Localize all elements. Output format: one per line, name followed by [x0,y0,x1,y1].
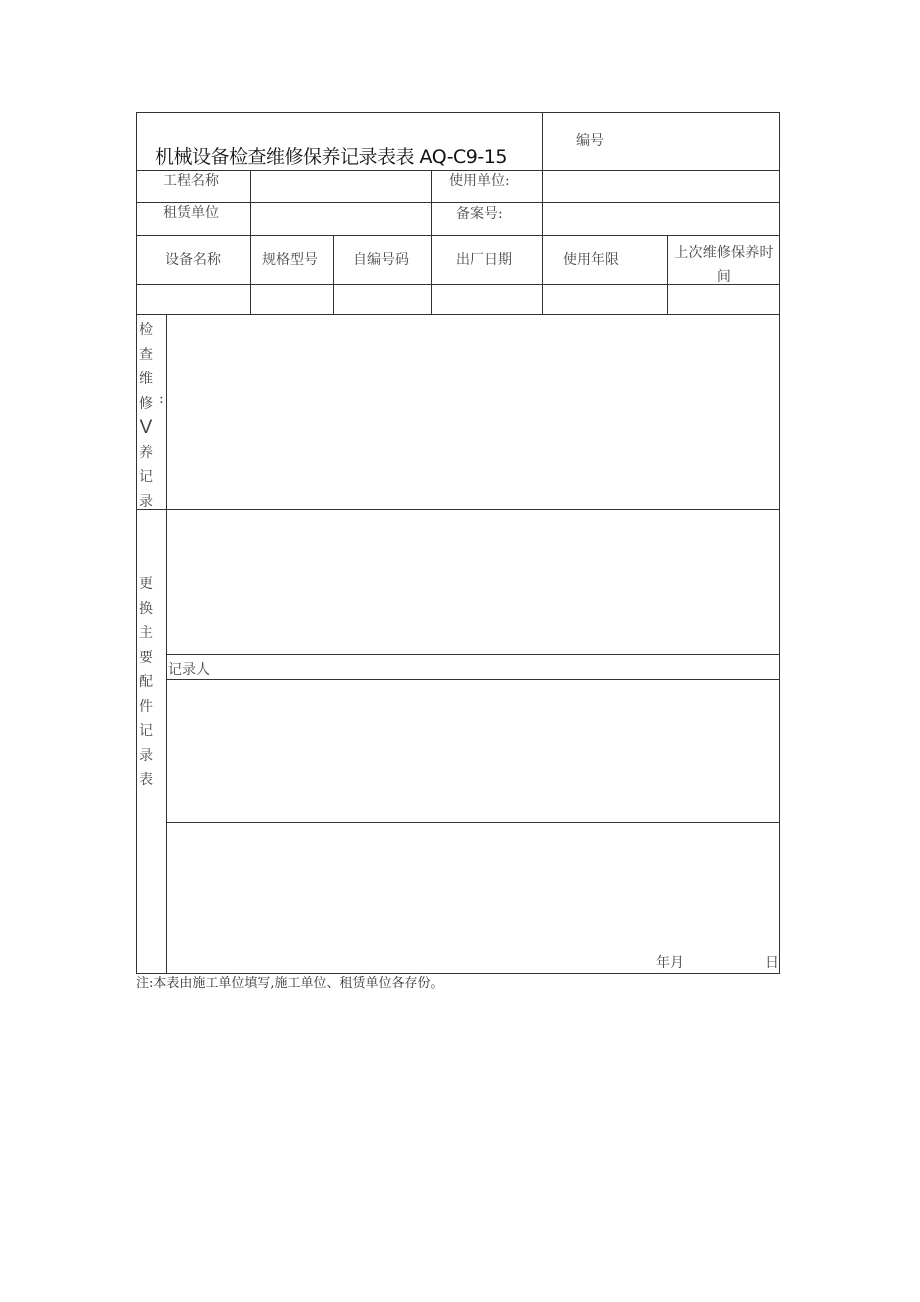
parts-replacement-label [137,572,155,793]
col-header-serial-number: 自编号码 [353,252,409,268]
parts-label-char: 表 [139,772,153,788]
number-label: 编号 [576,133,604,149]
parts-label-char: 换 [139,600,153,617]
inspection-label-char: 记 [139,469,153,485]
parts-label-char: 更 [139,576,153,592]
manufacture-date-cell[interactable] [432,285,542,314]
signature-field[interactable] [168,823,779,973]
project-name-label: 工程名称 [163,173,219,189]
col-header-model: 规格型号 [262,252,318,268]
project-name-field[interactable] [251,171,431,202]
inspection-label-char: 检 [139,322,153,338]
lessor-field[interactable] [251,203,431,235]
inspection-label-char: V [139,417,153,438]
filing-number-label: 备案号: [456,206,503,222]
parts-label-char: 要 [139,649,153,666]
inspection-record-label [137,318,155,514]
inspection-label-char: 查 [139,346,153,363]
inspection-colon: : [159,391,164,407]
table-border-top [136,112,780,113]
inspection-label-char: 修 [139,395,153,412]
col-header-service-years: 使用年限 [563,252,619,268]
user-unit-field[interactable] [543,171,779,202]
service-years-cell[interactable] [543,285,667,314]
user-unit-label: 使用单位: [449,173,510,189]
inspection-record-field[interactable] [168,315,779,509]
date-day-label: 日 [765,955,779,971]
parts-record-field[interactable] [168,510,779,654]
inspection-label-char: 录 [139,493,153,510]
table-border-left [136,112,137,974]
recorder-field[interactable] [218,655,779,679]
col-header-manufacture-date: 出厂日期 [456,252,512,268]
inspection-label-char: 维 [139,371,153,387]
serial-number-cell[interactable] [334,285,431,314]
row-divider [136,235,780,236]
parts-detail-field[interactable] [168,680,779,822]
recorder-label: 记录人 [168,662,210,678]
table-border-bottom [136,973,780,974]
footnote: 注:本表由施工单位填写,施工单位、租赁单位各存份。 [136,976,444,991]
parts-label-char: 配 [139,674,153,690]
model-cell[interactable] [251,285,333,314]
last-maintenance-cell[interactable] [668,285,779,314]
parts-label-char: 件 [139,698,153,715]
col-divider [166,314,167,973]
filing-number-field[interactable] [543,203,779,235]
col-header-last-maintenance: 上次维修保养时间 [674,245,774,285]
form-title: 机械设备检查维修保养记录表表 AQ-C9-15 [155,146,507,168]
table-border-right [779,112,780,974]
inspection-label-char: 养 [139,444,153,461]
parts-label-char: 录 [139,747,153,764]
parts-label-char: 记 [139,723,153,739]
parts-label-char: 主 [139,625,153,641]
lessor-label: 租赁单位 [163,205,219,221]
date-year-month-label: 年月 [656,955,684,971]
equipment-name-cell[interactable] [137,285,250,314]
col-header-equipment-name: 设备名称 [165,252,221,268]
